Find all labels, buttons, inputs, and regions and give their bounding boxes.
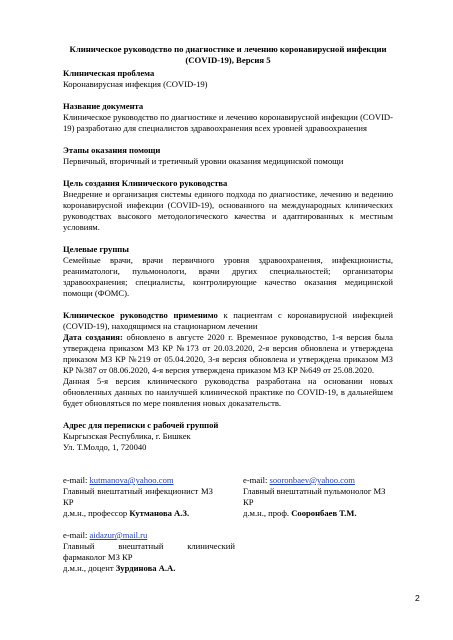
contact-degree: д.м.н., доцент — [63, 563, 116, 573]
document-page — [63, 44, 393, 574]
contacts-row — [63, 475, 393, 519]
section-text: Первичный, вторичный и третичный уровни оказания медицинской помощи — [63, 156, 344, 166]
email-label: e-mail: — [63, 530, 90, 540]
applied-heading: Клиническое руководство применимо — [63, 310, 218, 320]
contact-name-line — [63, 563, 235, 574]
contact-role: Главный внештатный пульмонолог МЗ КР — [243, 486, 386, 507]
section-heading: Адрес для переписки с рабочей группой — [63, 420, 219, 430]
section-heading: Целевые группы — [63, 244, 129, 254]
section-heading: Этапы оказания помощи — [63, 145, 161, 155]
section-applied — [63, 310, 393, 409]
address-line: Ул. Т.Молдо, 1, 720040 — [63, 442, 147, 452]
applied-paragraph — [63, 310, 393, 332]
page-number: 2 — [415, 593, 420, 603]
address-line: Кыргызская Республика, г. Бишкек — [63, 431, 191, 441]
section-text: Коронавирусная инфекция (COVID-19) — [63, 79, 208, 89]
contact-name-line — [63, 508, 213, 519]
email-link[interactable]: sooronbaev@yahoo.com — [269, 475, 355, 485]
section-doc-name — [63, 101, 393, 134]
contact-email-line — [63, 530, 235, 541]
contact-email-line — [63, 475, 213, 486]
section-stages — [63, 145, 393, 167]
contact-degree: д.м.н., профессор — [63, 508, 130, 518]
contact-name: Сооронбаев Т.М. — [291, 508, 357, 518]
contact-email-line — [243, 475, 393, 486]
section-targets — [63, 244, 393, 299]
section-text: Клиническое руководство по диагностике и лечению коронавирусной инфекции (COVID-19) разработано для специалистов здравоохранения всех уровней здравоохранения — [63, 112, 393, 133]
contact-name-line — [243, 508, 393, 519]
email-label: e-mail: — [243, 475, 270, 485]
contact-role: Главный внештатный инфекционист МЗ КР — [63, 486, 213, 507]
document-title: Клиническое руководство по диагностике и лечению коронавирусной инфекции (COVID-19), Версия 5 — [69, 44, 387, 65]
section-text: Внедрение и организация системы единого подхода по диагностике, лечению и ведению коронавирусной инфекции (COVID-19), основанного на международных клинических руководствах высокого методологического качества и адаптированных к местным условиям. — [63, 189, 393, 232]
section-heading: Клиническая проблема — [63, 68, 155, 78]
email-label: e-mail: — [63, 475, 90, 485]
contact-name: Зурдинова А.А. — [115, 563, 176, 573]
section-goal — [63, 178, 393, 233]
contact-role: Главный внештатный клинический фармаколог МЗ КР — [63, 541, 235, 562]
contact-degree: д.м.н., проф. — [243, 508, 292, 518]
section-heading: Название документа — [63, 101, 144, 111]
created-heading: Дата создания: — [63, 332, 123, 342]
created-paragraph — [63, 332, 393, 376]
email-link[interactable]: aidazur@mail.ru — [89, 530, 148, 540]
contact-card — [63, 475, 213, 519]
note-paragraph: Данная 5-я версия клинического руководства разработана на основании новых обновленных данных по наилучшей клинической практике по COVID-19, в дальнейшем будет обновляться по мере появления новых доказательств. — [63, 376, 393, 408]
created-text: обновлено в августе 2020 г. Временное руководство, 1-я версия была утверждена приказом МЗ КР №173 от 20.03.2020, 2-я версия обновлена и утверждена приказом МЗ КР №219 от 05.04.2020, 3-я версия обновлена и утверждена приказом МЗ КР №387 от 08.06.2020, 4-я версия утверждена приказом МЗ КР №649 от 25.08.2020. — [63, 332, 393, 375]
contact-card — [63, 530, 235, 574]
email-link[interactable]: kutmanova@yahoo.com — [89, 475, 174, 485]
contact-name: Кутманова А.З. — [129, 508, 190, 518]
applied-text: к пациентам с коронавирусной инфекцией (COVID-19), находящимся на стационарном лечении — [63, 310, 393, 331]
contacts-row — [63, 530, 393, 574]
section-address — [63, 420, 393, 453]
section-heading: Цель создания Клинического руководства — [63, 178, 228, 188]
section-text: Семейные врачи, врачи первичного уровня здравоохранения, инфекционисты, реаниматологи, пульмонологи, врачи других специальностей; организаторы здравоохранения; специалисты, контролирующие качество оказания медицинской помощи (ФОМС). — [63, 255, 393, 298]
contact-card — [243, 475, 393, 519]
section-problem — [63, 68, 393, 90]
